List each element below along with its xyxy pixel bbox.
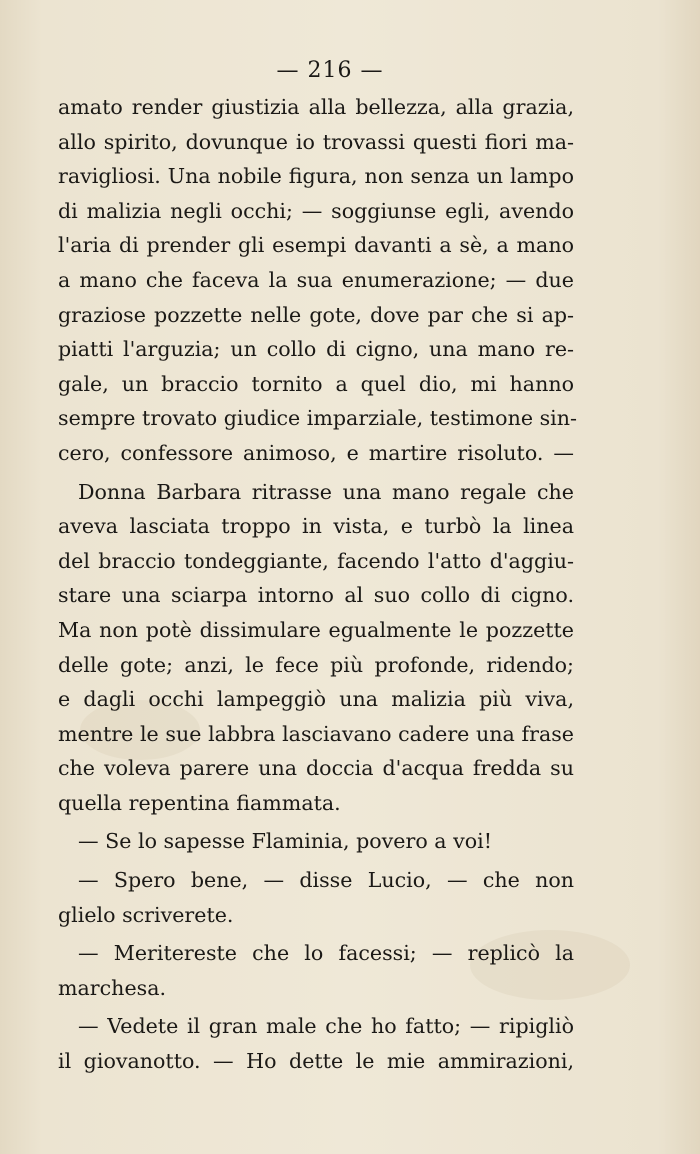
- text-line: ravigliosi. Una nobile figura, non senza un lampo: [58, 164, 574, 189]
- text-line: cero, confessore animoso, e martire risoluto. —: [58, 440, 574, 465]
- text-line: il giovanotto. — Ho dette le mie ammirazioni,: [58, 1049, 574, 1074]
- text-line: glielo scriverete.: [58, 902, 234, 927]
- text-line: stare una sciarpa intorno al suo collo di cigno.: [58, 583, 574, 608]
- text-line: delle gote; anzi, le fece più profonde, ridendo;: [58, 652, 574, 677]
- text-line: e dagli occhi lampeggiò una malizia più viva,: [58, 687, 574, 712]
- text-line: aveva lasciata troppo in vista, e turbò la linea: [58, 514, 574, 539]
- text-line: Ma non potè dissimulare egualmente le pozzette: [58, 617, 574, 642]
- body-text: [58, 90, 577, 1079]
- text-line: del braccio tondeggiante, facendo l'atto d'aggiu-: [58, 548, 574, 573]
- text-line: Donna Barbara ritrasse una mano regale che: [78, 479, 574, 504]
- text-line: amato render giustizia alla bellezza, alla grazia,: [58, 95, 574, 119]
- page-number: — 216 —: [276, 58, 384, 83]
- text-line: — Se lo sapesse Flaminia, povero a voi!: [78, 829, 492, 854]
- text-line: che voleva parere una doccia d'acqua fredda su: [58, 756, 574, 781]
- text-line: l'aria di prender gli esempi davanti a sè, a mano: [58, 233, 574, 258]
- text-line: a mano che faceva la sua enumerazione; — due: [58, 267, 574, 292]
- text-line: di malizia negli occhi; — soggiunse egli, avendo: [58, 198, 574, 223]
- text-line: graziose pozzette nelle gote, dove par che si ap-: [58, 302, 574, 327]
- text-line: quella repentina fiammata.: [58, 790, 341, 815]
- text-line: sempre trovato giudice imparziale, testimone sin-: [58, 406, 577, 431]
- text-line: — Meritereste che lo facessi; — replicò la: [78, 941, 574, 966]
- text-line: allo spirito, dovunque io trovassi questi fiori ma-: [58, 129, 574, 154]
- text-line: marchesa.: [58, 975, 167, 1000]
- text-line: piatti l'arguzia; un collo di cigno, una mano re-: [58, 337, 574, 362]
- text-line: gale, un braccio tornito a quel dio, mi hanno: [58, 371, 574, 396]
- text-line: — Vedete il gran male che ho fatto; — ripigliò: [78, 1014, 574, 1039]
- text-line: mentre le sue labbra lasciavano cadere una frase: [58, 721, 574, 746]
- text-line: — Spero bene, — disse Lucio, — che non: [78, 868, 574, 893]
